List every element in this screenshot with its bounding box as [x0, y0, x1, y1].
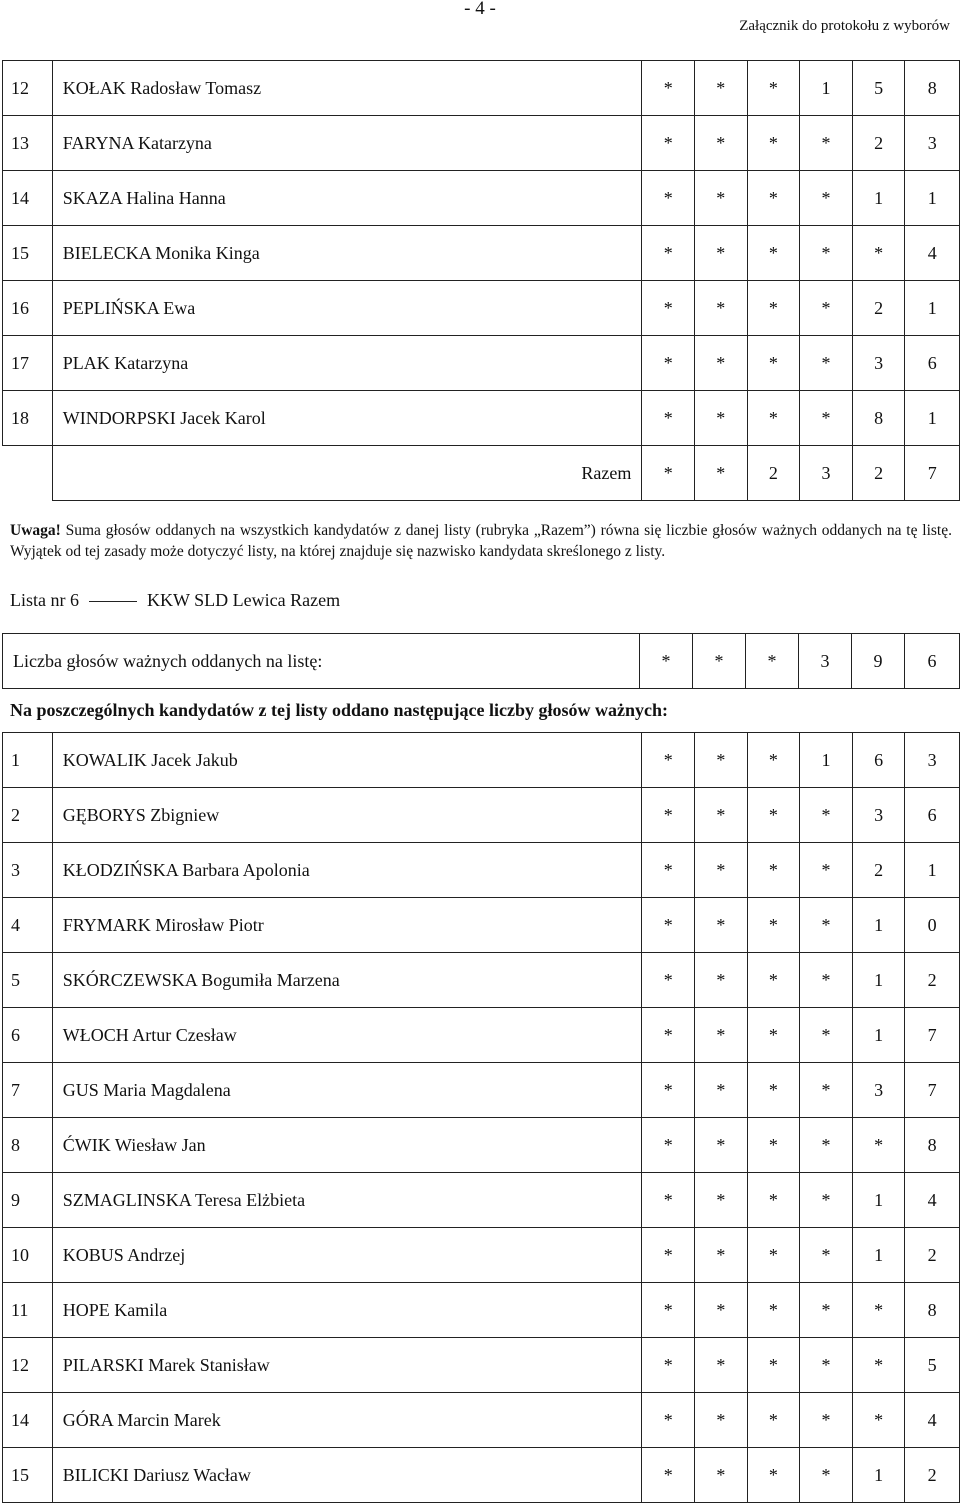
candidate-number: 2: [3, 788, 53, 843]
candidate-name: BIELECKA Monika Kinga: [52, 226, 642, 281]
total-digit-cell: *: [642, 446, 695, 501]
table-row: [3, 171, 960, 226]
list1-candidates-table: [2, 60, 960, 501]
candidate-name: WINDORPSKI Jacek Karol: [52, 391, 642, 446]
candidate-number: 18: [3, 391, 53, 446]
candidate-number: 14: [3, 1393, 53, 1448]
digit-cell: *: [800, 898, 853, 953]
digit-cell: *: [800, 1118, 853, 1173]
digit-cell: *: [642, 788, 695, 843]
digit-cell: *: [747, 226, 800, 281]
candidate-number: 12: [3, 61, 53, 116]
digit-cell: *: [695, 1338, 748, 1393]
digit-cell: *: [800, 843, 853, 898]
digit-cell: 8: [905, 61, 960, 116]
digit-cell: 7: [905, 1008, 960, 1063]
digit-cell: 1: [852, 898, 905, 953]
digit-cell: *: [747, 1393, 800, 1448]
table-row: [3, 788, 960, 843]
digit-cell: *: [695, 898, 748, 953]
digit-cell: 1: [852, 953, 905, 1008]
digit-cell: *: [695, 1228, 748, 1283]
digit-cell: *: [800, 1008, 853, 1063]
digit-cell: *: [852, 1338, 905, 1393]
digit-cell: 8: [905, 1118, 960, 1173]
digit-cell: 2: [905, 1448, 960, 1503]
digit-cell: *: [642, 61, 695, 116]
candidates-heading: Na poszczególnych kandydatów z tej listy oddano następujące liczby głosów ważnych:: [10, 700, 669, 720]
digit-cell: 1: [905, 843, 960, 898]
note-text: Suma głosów oddanych na wszystkich kandydatów z danej listy (rubryka „Razem”) równa się liczbie głosów ważnych oddanych na tę listę. Wyjątek od tej zasady może dotyczyć listy, na której znajduje się nazwisko kandydata skreślonego z listy.: [10, 522, 952, 560]
digit-cell: 3: [905, 733, 960, 788]
candidate-name: BILICKI Dariusz Wacław: [52, 1448, 642, 1503]
digit-cell: *: [747, 733, 800, 788]
total-digit-cell: *: [695, 446, 748, 501]
digit-cell: *: [747, 1173, 800, 1228]
digit-cell: *: [642, 1393, 695, 1448]
candidate-number: 10: [3, 1228, 53, 1283]
candidate-number: 15: [3, 1448, 53, 1503]
digit-cell: 1: [852, 1228, 905, 1283]
total-row: [3, 446, 960, 501]
digit-cell: *: [695, 1173, 748, 1228]
digit-cell: 1: [852, 1448, 905, 1503]
digit-cell: 2: [852, 281, 905, 336]
total-digit-cell: 3: [800, 446, 853, 501]
digit-cell: 6: [852, 733, 905, 788]
candidate-name: KOŁAK Radosław Tomasz: [52, 61, 642, 116]
digit-cell: *: [642, 1008, 695, 1063]
digit-cell: *: [695, 226, 748, 281]
digit-cell: 2: [852, 843, 905, 898]
digit-cell: *: [800, 1448, 853, 1503]
candidate-name: PEPLIŃSKA Ewa: [52, 281, 642, 336]
digit-cell: 0: [905, 898, 960, 953]
table-row: [3, 1228, 960, 1283]
candidate-number: 3: [3, 843, 53, 898]
digit-cell: *: [642, 226, 695, 281]
digit-cell: *: [800, 391, 853, 446]
digit-cell: *: [695, 1118, 748, 1173]
candidate-name: HOPE Kamila: [52, 1283, 642, 1338]
digit-cell: *: [642, 1283, 695, 1338]
digit-cell: *: [642, 1118, 695, 1173]
list-number: 6: [70, 590, 79, 610]
table-row: [3, 1448, 960, 1503]
candidate-name: FARYNA Katarzyna: [52, 116, 642, 171]
blank-cell: [3, 446, 53, 501]
candidate-number: 12: [3, 1338, 53, 1393]
table-row: [3, 1173, 960, 1228]
digit-cell: 1: [905, 281, 960, 336]
digit-cell: *: [695, 1393, 748, 1448]
total-digit-cell: 2: [852, 446, 905, 501]
table-row: [3, 61, 960, 116]
total-digit-cell: 2: [747, 446, 800, 501]
digit-cell: *: [695, 953, 748, 1008]
candidate-name: KŁODZIŃSKA Barbara Apolonia: [52, 843, 642, 898]
digit-cell: *: [642, 281, 695, 336]
digit-cell: *: [695, 1063, 748, 1118]
digit-cell: *: [747, 171, 800, 226]
digit-cell: *: [800, 1173, 853, 1228]
digit-cell: *: [746, 634, 799, 689]
digit-cell: 1: [905, 391, 960, 446]
digit-cell: *: [693, 634, 746, 689]
annex-title: Załącznik do protokołu z wyborów: [739, 18, 950, 34]
digit-cell: *: [747, 1118, 800, 1173]
digit-cell: 1: [852, 1173, 905, 1228]
table-row: [3, 953, 960, 1008]
digit-cell: 1: [800, 733, 853, 788]
digit-cell: *: [852, 1283, 905, 1338]
digit-cell: 3: [799, 634, 852, 689]
digit-cell: *: [640, 634, 693, 689]
digit-cell: 6: [905, 336, 960, 391]
digit-cell: *: [642, 953, 695, 1008]
digit-cell: 5: [852, 61, 905, 116]
candidate-number: 4: [3, 898, 53, 953]
candidate-name: PILARSKI Marek Stanisław: [52, 1338, 642, 1393]
digit-cell: 4: [905, 226, 960, 281]
candidate-number: 16: [3, 281, 53, 336]
valid-votes-table: [2, 633, 960, 689]
table-row: [3, 898, 960, 953]
candidate-number: 9: [3, 1173, 53, 1228]
digit-cell: *: [800, 336, 853, 391]
digit-cell: *: [747, 843, 800, 898]
digit-cell: 3: [905, 116, 960, 171]
digit-cell: *: [800, 171, 853, 226]
digit-cell: 3: [852, 788, 905, 843]
list-committee: KKW SLD Lewica Razem: [147, 590, 341, 610]
candidate-name: FRYMARK Mirosław Piotr: [52, 898, 642, 953]
digit-cell: *: [642, 116, 695, 171]
digit-cell: *: [642, 1173, 695, 1228]
digit-cell: *: [695, 788, 748, 843]
page-number: - 4 -: [464, 0, 496, 19]
digit-cell: *: [747, 116, 800, 171]
digit-cell: 8: [905, 1283, 960, 1338]
digit-cell: *: [747, 1338, 800, 1393]
digit-cell: *: [800, 226, 853, 281]
digit-cell: *: [800, 788, 853, 843]
table-row: [3, 1008, 960, 1063]
candidate-name: GUS Maria Magdalena: [52, 1063, 642, 1118]
candidate-name: SKÓRCZEWSKA Bogumiła Marzena: [52, 953, 642, 1008]
digit-cell: *: [642, 391, 695, 446]
digit-cell: *: [695, 336, 748, 391]
digit-cell: *: [642, 336, 695, 391]
digit-cell: 1: [852, 1008, 905, 1063]
digit-cell: *: [747, 1008, 800, 1063]
digit-cell: *: [747, 391, 800, 446]
table-row: [3, 116, 960, 171]
digit-cell: *: [695, 116, 748, 171]
digit-cell: *: [800, 1063, 853, 1118]
digit-cell: 1: [905, 171, 960, 226]
digit-cell: *: [852, 1118, 905, 1173]
table-row: [3, 391, 960, 446]
digit-cell: *: [695, 391, 748, 446]
table-row: [3, 1283, 960, 1338]
digit-cell: *: [800, 1393, 853, 1448]
digit-cell: *: [800, 1228, 853, 1283]
list-label: Lista nr: [10, 590, 66, 610]
digit-cell: *: [800, 281, 853, 336]
digit-cell: *: [747, 788, 800, 843]
total-label: Razem: [52, 446, 642, 501]
digit-cell: *: [800, 1338, 853, 1393]
digit-cell: 2: [852, 116, 905, 171]
digit-cell: *: [747, 336, 800, 391]
digit-cell: 3: [852, 336, 905, 391]
digit-cell: *: [747, 281, 800, 336]
candidate-number: 17: [3, 336, 53, 391]
candidate-number: 1: [3, 733, 53, 788]
digit-cell: 5: [905, 1338, 960, 1393]
table-row: [3, 1118, 960, 1173]
digit-cell: *: [800, 953, 853, 1008]
table-row: [3, 1393, 960, 1448]
digit-cell: 1: [852, 171, 905, 226]
digit-cell: *: [642, 1338, 695, 1393]
table-row: [3, 336, 960, 391]
digit-cell: *: [695, 1008, 748, 1063]
candidate-number: 6: [3, 1008, 53, 1063]
digit-cell: *: [747, 953, 800, 1008]
candidate-name: WŁOCH Artur Czesław: [52, 1008, 642, 1063]
candidate-name: GÓRA Marcin Marek: [52, 1393, 642, 1448]
note-paragraph: [10, 520, 952, 562]
candidate-name: SKAZA Halina Hanna: [52, 171, 642, 226]
digit-cell: *: [695, 733, 748, 788]
candidate-name: GĘBORYS Zbigniew: [52, 788, 642, 843]
candidate-number: 15: [3, 226, 53, 281]
digit-cell: *: [800, 116, 853, 171]
candidate-name: KOBUS Andrzej: [52, 1228, 642, 1283]
digit-cell: 8: [852, 391, 905, 446]
digit-cell: 6: [905, 788, 960, 843]
digit-cell: *: [852, 1393, 905, 1448]
table-row: [3, 843, 960, 898]
digit-cell: *: [642, 1228, 695, 1283]
table-row: [3, 733, 960, 788]
candidate-number: 8: [3, 1118, 53, 1173]
candidate-name: PLAK Katarzyna: [52, 336, 642, 391]
list2-candidates-table: [2, 732, 960, 1503]
candidate-number: 13: [3, 116, 53, 171]
digit-cell: 4: [905, 1393, 960, 1448]
digit-cell: *: [852, 226, 905, 281]
digit-cell: *: [642, 171, 695, 226]
digit-cell: *: [695, 1283, 748, 1338]
digit-cell: 3: [852, 1063, 905, 1118]
table-row: [3, 226, 960, 281]
valid-votes-label: Liczba głosów ważnych oddanych na listę:: [3, 634, 640, 689]
digit-cell: *: [642, 733, 695, 788]
digit-cell: *: [800, 1283, 853, 1338]
digit-cell: *: [695, 281, 748, 336]
digit-cell: 9: [852, 634, 905, 689]
digit-cell: 2: [905, 1228, 960, 1283]
digit-cell: *: [642, 898, 695, 953]
total-digit-cell: 7: [905, 446, 960, 501]
candidate-name: ĆWIK Wiesław Jan: [52, 1118, 642, 1173]
table-row: [3, 1063, 960, 1118]
digit-cell: *: [747, 1283, 800, 1338]
candidate-number: 7: [3, 1063, 53, 1118]
list-header: [10, 590, 340, 611]
dash-line: [89, 601, 137, 602]
candidate-name: KOWALIK Jacek Jakub: [52, 733, 642, 788]
digit-cell: *: [695, 171, 748, 226]
note-prefix: Uwaga!: [10, 522, 61, 539]
candidate-number: 5: [3, 953, 53, 1008]
digit-cell: *: [695, 843, 748, 898]
candidate-number: 14: [3, 171, 53, 226]
digit-cell: 4: [905, 1173, 960, 1228]
digit-cell: *: [747, 1448, 800, 1503]
digit-cell: *: [642, 1063, 695, 1118]
digit-cell: *: [747, 61, 800, 116]
digit-cell: *: [747, 898, 800, 953]
table-row: [3, 281, 960, 336]
digit-cell: *: [747, 1228, 800, 1283]
digit-cell: 6: [905, 634, 960, 689]
digit-cell: 1: [800, 61, 853, 116]
digit-cell: 7: [905, 1063, 960, 1118]
candidate-name: SZMAGLINSKA Teresa Elżbieta: [52, 1173, 642, 1228]
digit-cell: *: [747, 1063, 800, 1118]
digit-cell: *: [642, 843, 695, 898]
table-row: [3, 1338, 960, 1393]
digit-cell: *: [695, 1448, 748, 1503]
digit-cell: 2: [905, 953, 960, 1008]
digit-cell: *: [642, 1448, 695, 1503]
digit-cell: *: [695, 61, 748, 116]
candidate-number: 11: [3, 1283, 53, 1338]
